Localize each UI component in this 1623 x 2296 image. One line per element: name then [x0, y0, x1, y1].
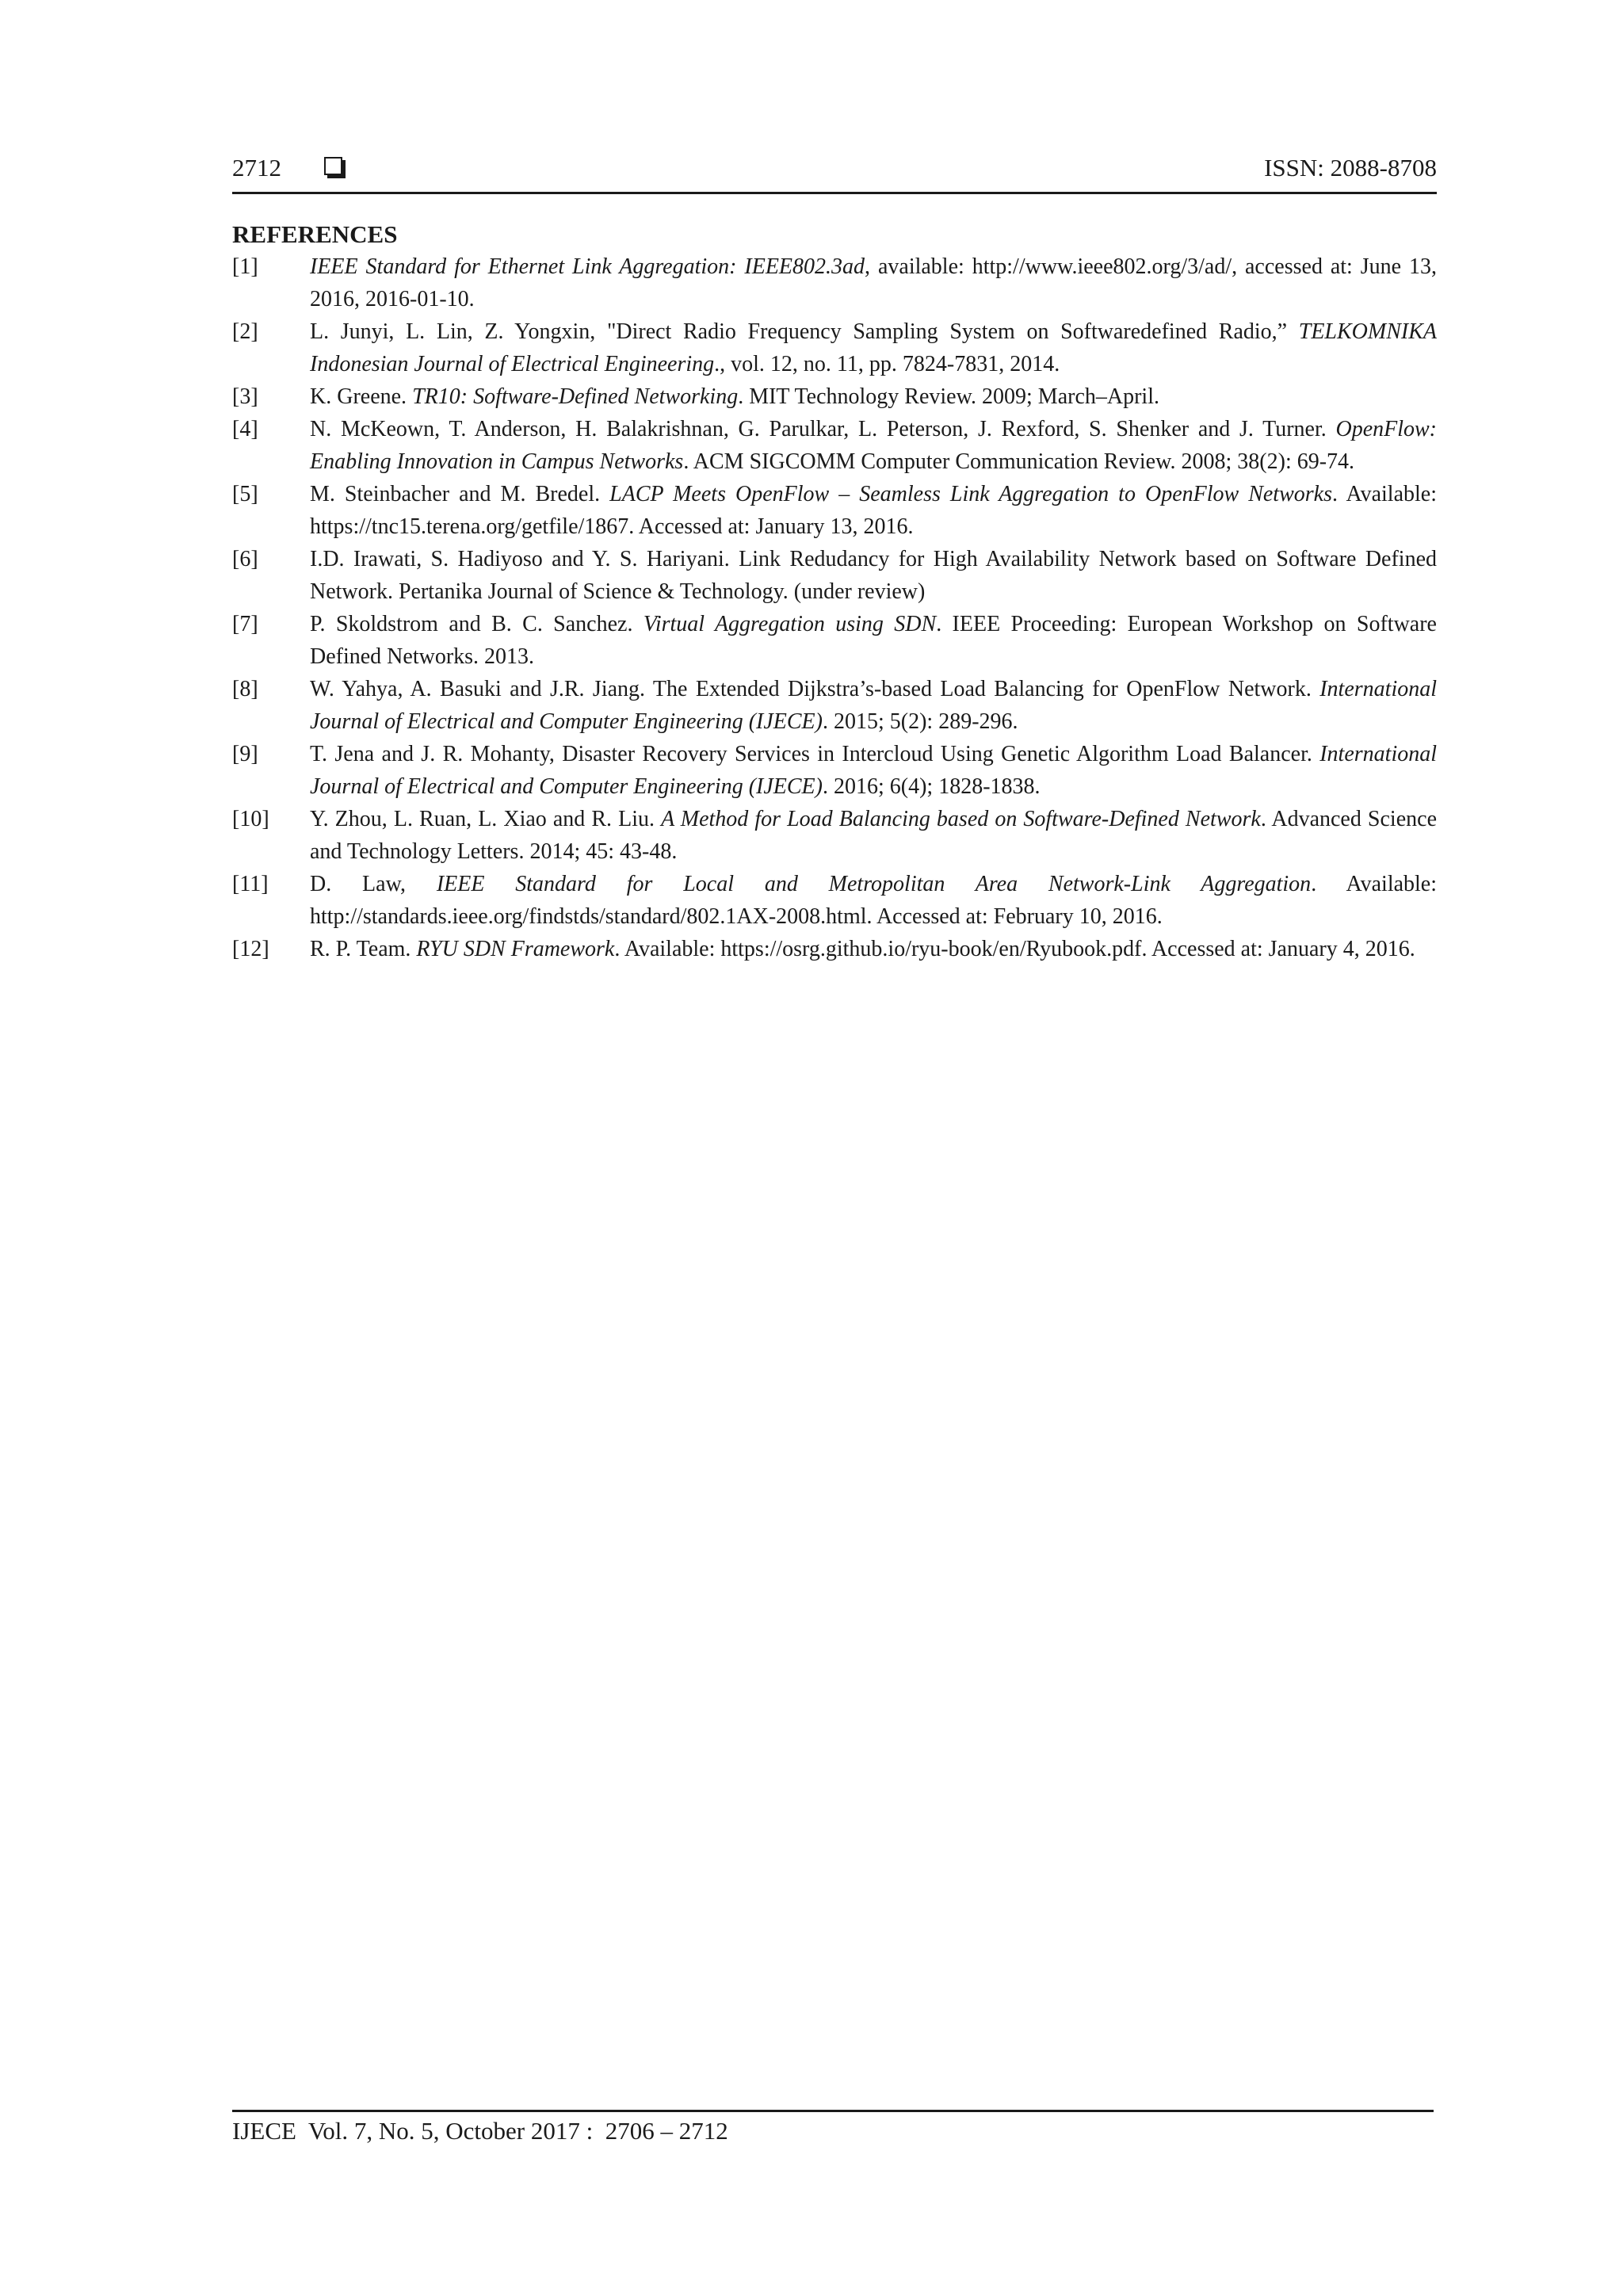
reference-segment: . Available: https://tnc15.terena.org/getfile/1867. Accessed at: January 13, 2016.	[310, 482, 1438, 539]
reference-number: [8]	[232, 677, 258, 701]
reference-text	[310, 807, 1437, 864]
reference-text	[310, 547, 1437, 604]
reference-title: TELKOMNIKA Indonesian Journal of Electrical Engineering	[310, 319, 1437, 376]
reference-segment: . 2016; 6(4); 1828-1838.	[822, 774, 1041, 799]
reference-segment: R. P. Team.	[310, 937, 417, 961]
reference-item	[232, 673, 1437, 738]
reference-text	[310, 384, 1159, 409]
reference-item	[232, 933, 1437, 965]
reference-segment: . Available: http://standards.ieee.org/findstds/standard/802.1AX-2008.html. Accessed at: February 10, 2016.	[310, 872, 1438, 929]
reference-text	[310, 677, 1437, 734]
reference-number: [7]	[232, 612, 258, 636]
reference-number: [9]	[232, 742, 258, 766]
reference-number: [2]	[232, 319, 258, 344]
reference-segment: M. Steinbacher and M. Bredel.	[310, 482, 610, 506]
reference-segment: W. Yahya, A. Basuki and J.R. Jiang. The Extended Dijkstra’s-based Load Balancing for OpenFlow Network.	[310, 677, 1320, 701]
reference-item	[232, 803, 1437, 868]
reference-title: IEEE Standard for Local and Metropolitan Area Network-Link Aggregation	[436, 872, 1312, 896]
reference-number: [11]	[232, 872, 269, 896]
reference-text	[310, 937, 1415, 961]
reference-segment: N. McKeown, T. Anderson, H. Balakrishnan, G. Parulkar, L. Peterson, J. Rexford, S. Shenker and J. Turner.	[310, 417, 1336, 441]
reference-number: [1]	[232, 254, 258, 279]
reference-segment: . ACM SIGCOMM Computer Communication Review. 2008; 38(2): 69-74.	[683, 449, 1355, 474]
reference-number: [4]	[232, 417, 258, 441]
reference-segment: . IEEE Proceeding: European Workshop on Software Defined Networks. 2013.	[310, 612, 1437, 669]
reference-text	[310, 742, 1437, 799]
reference-segment: L. Junyi, L. Lin, Z. Yongxin, "Direct Radio Frequency Sampling System on Softwaredefined Radio,”	[310, 319, 1299, 344]
reference-segment: . Available: https://osrg.github.io/ryu-book/en/Ryubook.pdf. Accessed at: January 4, 2016.	[614, 937, 1415, 961]
reference-text	[310, 417, 1437, 474]
reference-title: LACP Meets OpenFlow – Seamless Link Aggregation to OpenFlow Networks	[609, 482, 1332, 506]
reference-title: A Method for Load Balancing based on Software-Defined Network	[661, 807, 1261, 831]
reference-item	[232, 868, 1437, 933]
issn-label: ISSN: 2088-8708	[1264, 154, 1437, 181]
reference-title: OpenFlow: Enabling Innovation in Campus Networks	[310, 417, 1437, 474]
reference-number: [6]	[232, 547, 258, 571]
reference-segment: . Advanced Science and Technology Letters. 2014; 45: 43-48.	[310, 807, 1437, 864]
reference-segment: . 2015; 5(2): 289-296.	[822, 709, 1018, 734]
reference-segment: I.D. Irawati, S. Hadiyoso and Y. S. Hariyani. Link Redudancy for High Availability Network based on Software Defined Network. Pertanika Journal of Science & Technology. (under review)	[310, 547, 1437, 604]
reference-segment: T. Jena and J. R. Mohanty, Disaster Recovery Services in Intercloud Using Genetic Algorithm Load Balancer.	[310, 742, 1320, 766]
reference-number: [5]	[232, 482, 258, 506]
reference-segment: D. Law,	[310, 872, 437, 896]
reference-segment: K. Greene.	[310, 384, 413, 409]
reference-title: IEEE Standard for Ethernet Link Aggregation: IEEE802.3ad	[310, 254, 865, 279]
reference-text	[310, 612, 1437, 669]
reference-list	[232, 250, 1437, 965]
reference-title: Virtual Aggregation using SDN	[643, 612, 937, 636]
footer-citation: IJECE Vol. 7, No. 5, October 2017 : 2706 – 2712	[232, 2117, 728, 2145]
box-bullet-icon	[324, 157, 342, 175]
reference-item	[232, 543, 1437, 608]
reference-text	[310, 482, 1437, 539]
page-number: 2712	[232, 154, 281, 181]
reference-segment: , available: http://www.ieee802.org/3/ad/, accessed at: June 13, 2016, 2016-01-10.	[310, 254, 1437, 311]
reference-text	[310, 319, 1437, 376]
reference-item	[232, 315, 1437, 380]
reference-segment: . MIT Technology Review. 2009; March–April.	[738, 384, 1159, 409]
page-footer	[232, 2110, 1434, 2145]
reference-segment: P. Skoldstrom and B. C. Sanchez.	[310, 612, 643, 636]
reference-item	[232, 738, 1437, 803]
references-heading: REFERENCES	[232, 220, 398, 248]
reference-title: RYU SDN Framework	[416, 937, 615, 961]
reference-title: International Journal of Electrical and Computer Engineering (IJECE)	[310, 677, 1437, 734]
reference-title: International Journal of Electrical and Computer Engineering (IJECE)	[310, 742, 1437, 799]
reference-number: [10]	[232, 807, 269, 831]
reference-text	[310, 254, 1437, 311]
reference-item	[232, 478, 1437, 543]
reference-segment: Y. Zhou, L. Ruan, L. Xiao and R. Liu.	[310, 807, 662, 831]
reference-number: [12]	[232, 937, 269, 961]
reference-item	[232, 380, 1437, 413]
reference-title: TR10: Software-Defined Networking	[412, 384, 739, 409]
reference-item	[232, 413, 1437, 478]
reference-segment: ., vol. 12, no. 11, pp. 7824-7831, 2014.	[714, 352, 1060, 376]
reference-item	[232, 250, 1437, 315]
reference-item	[232, 608, 1437, 673]
reference-text	[310, 872, 1437, 929]
page-header	[232, 151, 1437, 194]
reference-number: [3]	[232, 384, 258, 409]
